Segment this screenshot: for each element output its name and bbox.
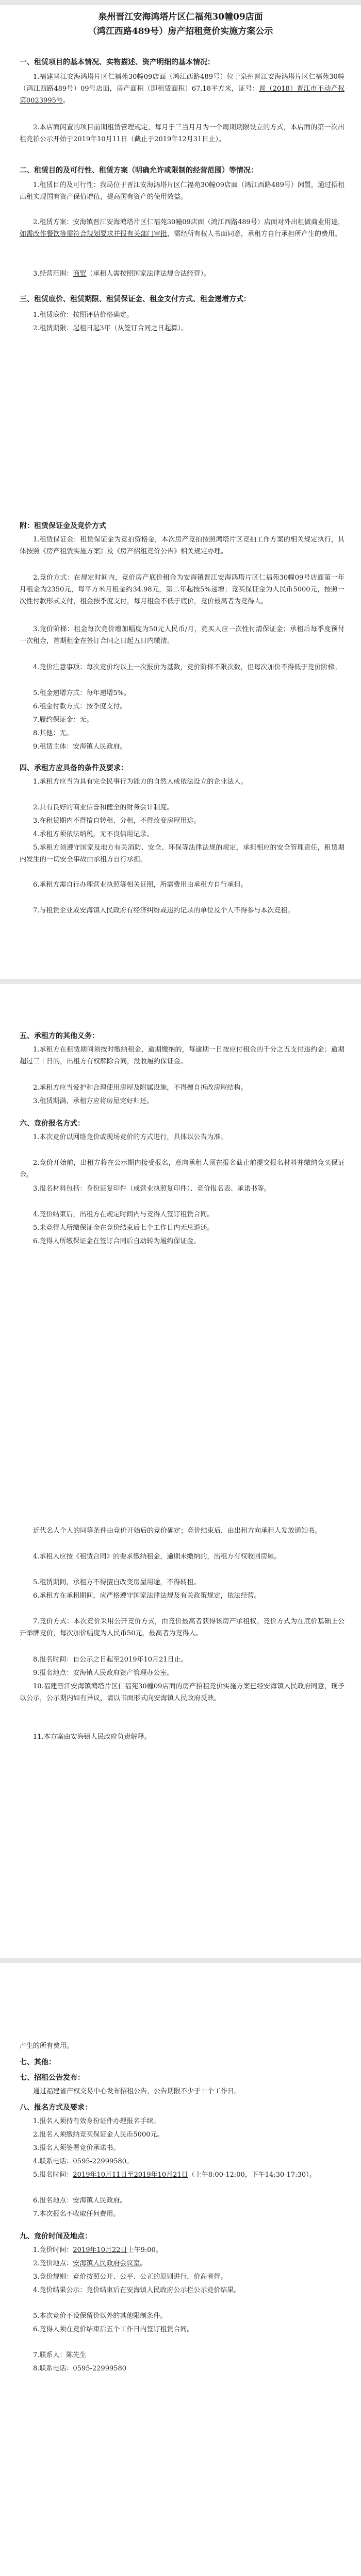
bidding-time-label: 1.竞价时间： — [33, 2246, 73, 2254]
section-9-p7: 9.报名地点：安海镇人民政府资产管理办公室。 — [33, 1669, 174, 1677]
section-8-p1: 1.本次竞价以网络竞价或现场竞价的方式进行，具体以公告为准。 — [33, 1133, 227, 1141]
section-6-p4: 4.承租方须依法纳税，无不良信用记录。 — [33, 831, 154, 838]
notice-title-line1: 泉州晋江安海鸿塔片区仁福苑30幢09店面 — [98, 12, 263, 22]
section-10-heading: 七、其他： — [20, 2058, 56, 2066]
section-6-p7: 7.与租赁企业或安海镇人民政府有经济纠纷或违约记录的单位及个人不得参与本次竞租。 — [33, 907, 294, 914]
section-5-p3: 3.竞价阶梯：租金每次竞价增加幅度为50元人民币/月，竞买人应一次性付清保证金；承租后每季度预付一次租金，首期租金在签订合同之日起五日内缴清。 — [20, 625, 344, 645]
business-scope-value: 商贸 — [73, 270, 87, 278]
section-7-p2: 2.承租方应当爱护和合理使用房屋及附属设施，不得擅自拆改房屋结构。 — [33, 1084, 248, 1092]
section-6-p3: 3.在租赁期内不得擅自转租、分租，不得改变房屋用途。 — [33, 817, 201, 825]
section-9-p6: 8.报名时间：自公示之日起至2019年10月21日止。 — [33, 1656, 188, 1664]
section-11-p5: 5.本次竞价不设保留价以外的其他限制条件。 — [33, 2312, 167, 2320]
section-11-p8: 8.联系电话：0595-22999580 — [33, 2365, 127, 2372]
section-8-heading: 六、竞价报名方式： — [20, 1120, 85, 1128]
section-2-p2-text: 2.租赁方案：安海镇晋江安海鸿塔片区仁福苑30幢09店面（鸿江西路489号）店面对外出租做商业用途， — [33, 218, 344, 226]
section-9-p4: 6.承租方在承租期间，应严格遵守国家法律法规及有关政策规定，依法经营。 — [33, 1592, 261, 1600]
section-9-p8: 10.福建晋江安海镇鸿塔片区仁福苑30幢09店面的房产招租竞价实施方案已经安海镇人民政府同意，现予以公示，公示期内如有异议，请以书面形式向安海镇人民政府反映。 — [20, 1683, 344, 1702]
section-11-p1 — [20, 2244, 344, 2256]
section-10-p3: 通过福建省产权交易中心发布招租公告，公告期限不少于十个工作日。 — [33, 2088, 241, 2095]
bidding-location-value: 安海镇人民政府会议室 — [73, 2260, 140, 2267]
bidding-location-end: 。 — [140, 2260, 147, 2267]
section-8-p5: 5.未竞得人所缴保证金在竞价结束后七个工作日内无息退还。 — [33, 1224, 214, 1232]
section-1-heading: 一、租赁项目的基本情况、实物描述、资产明细的基本情况： — [20, 58, 215, 66]
section-7-p3: 3.租赁期满，承租方应将房屋完好归还。 — [33, 1097, 154, 1105]
section-8-p2: 2.竞价开始前，出租方将在公示期内接受报名，意向承租人须在报名截止前提交报名材料并缴纳竞买保证金。 — [20, 1159, 344, 1179]
registration-time-label: 5.报名时间： — [33, 2171, 73, 2179]
section-5-p4: 4.竞价注意事项：每次竞价均以上一次报价为基数，竞价阶梯不限次数，但每次加价不得低于竞价阶梯。 — [33, 664, 341, 671]
page-separator — [0, 1958, 361, 1963]
property-certificate-number: 晋（2018）晋江市不动产权第0023995号 — [20, 85, 344, 105]
bidding-time-value: 2019年10月22日 — [73, 2246, 127, 2254]
section-9-p1: 近代名人个人的同等条件由竞价开始后的竞价确定；竞价结束后，由出租方向承租人发放通知书。 — [33, 1527, 322, 1535]
section-8-p4: 4.竞价结束后，出租方在规定时间内与竞得人签订租赁合同。 — [33, 1211, 214, 1218]
section-11-p3: 3.竞价规则：竞价按照公开、公平、公正的原则进行，价高者得。 — [33, 2273, 227, 2281]
section-11-p2 — [20, 2258, 344, 2269]
section-5-p5: 5.租金递增方式：每年递增5%。 — [33, 689, 131, 697]
section-10-p8: 4.联系电话：0595-22999580。 — [33, 2158, 134, 2165]
section-1-p1-text: 1.福建晋江安海鸿塔片区仁福苑30幢09店面（鸿江西路489号）位于泉州晋江安海鸿塔片区仁福苑30幢（鸿江西路489号）09号店面，房产面积（即租赁面积）67.18平方米，证号： — [20, 73, 344, 93]
section-11-p6: 6.竞得人须在竞价结束后五个工作日内签订租赁合同。 — [33, 2326, 194, 2333]
section-5-p6: 6.租金付款方式：按季度支付。 — [33, 703, 127, 710]
section-5-heading: 附：租赁保证金及竞价方式 — [20, 522, 106, 530]
registration-time-value: 2019年10月11日至2019年10月21日 — [73, 2171, 188, 2179]
section-5-p9: 9.租赁主体：安海镇人民政府。 — [33, 743, 127, 751]
section-10-p7: 3.报名人须签署竞价承诺书。 — [33, 2144, 120, 2152]
section-10-p5: 1.报名人须持有效身份证件办理报名手续。 — [33, 2117, 160, 2125]
section-8-p3: 3.报名材料包括：身份证复印件（或营业执照复印件）、竞价报名表、承诺书等。 — [33, 1185, 271, 1193]
section-5-p2: 2.竞价方式：在规定时间内，竞价房产底价租金为安海镇晋江安海鸿塔片区仁福苑30幢09号店面第一年月租金为2350元，每平方米月租金约34.98元，第二年起按5%递增；竞买保证金为人民币5000元，按照一次性付款形式支付，租金按季度支付，每月租金不低于底价，竞价最高者为竞得人。 — [20, 574, 344, 605]
section-11-p7: 7.联系人：陈先生 — [33, 2351, 87, 2359]
section-10-p2: 七、招租公告发布： — [20, 2074, 85, 2082]
section-6-p5: 5.承租方须遵守国家及地方有关消防、安全、环保等法律法规的规定，承担相应的安全管理责任，租赁期内发生的一切安全事故由承租方自行承担。 — [20, 844, 344, 863]
business-scope-note: （承租人需按照国家法律法规合法经营）。 — [86, 270, 210, 278]
section-9-p2: 4.承租人应按《租赁合同》的要求缴纳租金，逾期未缴纳的，出租方有权收回房屋。 — [33, 1553, 281, 1561]
section-7-heading: 五、承租方的其他义务： — [20, 1032, 99, 1040]
section-8-p6: 6.竞得人所缴保证金在签订合同后自动转为履约保证金。 — [33, 1238, 201, 1245]
section-6-p6: 6.承租方需自行办理营业执照等相关证照，所需费用由承租方自行承担。 — [33, 881, 248, 889]
section-10-p1: 产生的所有费用。 — [20, 2042, 74, 2050]
section-7-p1: 1.承租方在租赁期间须按时缴纳租金，逾期缴纳的，每逾期一日按应付租金的千分之五支付违约金；逾期超过三十日的，出租方有权解除合同，没收履约保证金。 — [20, 1046, 344, 1065]
registration-time-hours: （上午8:00-12:00，下午14:30-17:30）。 — [188, 2171, 316, 2179]
page-separator — [0, 0, 361, 5]
section-3-heading: 三、租赁底价、租赁期限、租赁保证金、租金支付方式、租金递增方式： — [20, 295, 251, 303]
business-scope-label: 3.经营范围： — [33, 270, 73, 278]
section-2-p2 — [20, 216, 344, 240]
section-10-p11: 7.本次报名不收取任何费用。 — [33, 2210, 120, 2218]
section-5-p7: 7.履约保证金：无。 — [33, 716, 93, 724]
section-2-p2-end: ，需经所有权人书面同意，承租方自行承担所产生的费用。 — [167, 230, 342, 238]
section-10-p9 — [20, 2169, 344, 2181]
section-10-p6: 2.报名人须缴纳竞买保证金人民币5000元。 — [33, 2131, 164, 2139]
section-1-p2: 2.本店面闲置的项目前期租赁管理规定，每月于三当月月为一个周期期限设立的方式，本店面的第一次出租竞拍公示开始于2019年10月11日（截止于2019年12月31日止）。 — [20, 124, 344, 143]
section-2-p1: 1.租赁目的及可行性：我局位于晋江安海鸿塔片区仁福苑30幢09店面（鸿江西路489号）闲置，通过招租出租实现国有资产保值增值，提高国有资产的使用效益。 — [20, 181, 344, 201]
section-5-p8: 8.其他：无。 — [33, 730, 73, 737]
section-10-p10: 6.报名地点：安海镇人民政府。 — [33, 2197, 127, 2205]
notice-title-line2: （鸿江西路489号）房产招租竞价实施方案公示 — [88, 26, 273, 37]
section-9-p5: 7.竞价方式：本次竞价采用公开竞价方式，由竞价最高者获得该房产承租权。竞价方式为在底价基础上公开举牌竞价，每次加价幅度为人民币50元，最高者为竞得人。 — [20, 1618, 344, 1637]
section-1-p1-end: 。 — [62, 97, 70, 105]
section-9-p9: 11.本方案由安海镇人民政府负责解释。 — [33, 1733, 151, 1741]
section-11-p4: 4.竞价结果公示：竞价结束后在安海镇人民政府公示栏公示竞价结果。 — [33, 2286, 241, 2294]
section-1-p1 — [20, 71, 344, 107]
section-2-p3 — [20, 268, 344, 280]
section-10-p4: 八、报名方式及要求： — [20, 2104, 92, 2112]
section-5-p1: 1.租赁保证金：租赁保证金为竞拍资格金，本次房产竞拍按照鸿塔片区竞拍工作方案的相关规定执行，具体按照《房产租赁实施方案》及《房产招租竞价公告》相关规定办理。 — [20, 536, 344, 555]
section-4-p1: 1.租赁底价：按照评估价格确定。 — [33, 311, 134, 319]
section-2-heading: 二、租赁目的及可行性、租赁方案（明确允许或限制的经营范围）等情况： — [20, 166, 258, 175]
section-9-p3: 5.租赁期间，承租方不得擅自改变房屋用途，不得转租。 — [33, 1579, 201, 1586]
section-6-heading: 四、承租方应具备的条件及要求： — [20, 764, 128, 772]
section-2-p2-underline: 如需改作餐饮等需符合规划要求并报有关部门审批 — [20, 230, 168, 238]
section-6-p1: 1.承租方应当为具有完全民事行为能力的自然人或依法设立的企业法人。 — [33, 778, 248, 786]
bidding-time-hour: 上午9:00。 — [127, 2246, 162, 2254]
section-11-heading: 九、竞价时间及地点： — [20, 2232, 92, 2241]
bidding-location-label: 2.竞价地点： — [33, 2260, 73, 2267]
page-separator — [0, 979, 361, 984]
section-4-p2: 2.租赁期限：起租日起3年（从签订合同之日起算）。 — [33, 325, 188, 332]
section-6-p2: 2.具有良好的商业信誉和健全的财务会计制度。 — [33, 804, 174, 811]
